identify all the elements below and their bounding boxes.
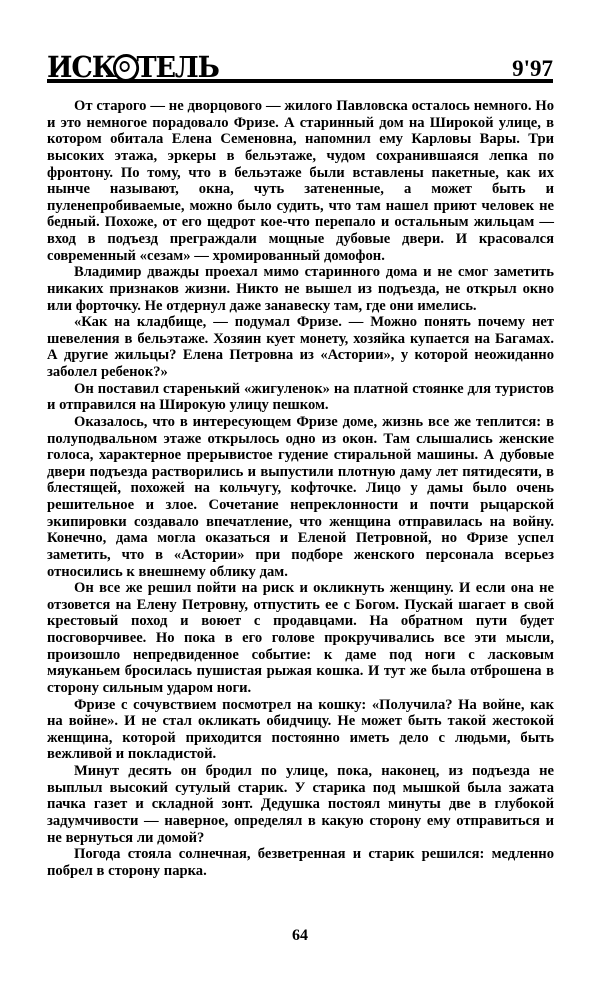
body-text-column	[47, 98, 554, 879]
paragraph: Он все же решил пойти на риск и окликнуть женщину. И если она не отзовется на Елену Петровну, отпустить ее с Богом. Пускай шагает в свой крестовый поход и воюет с продавцами. На обратном пути будет посговорчивее. Но пока в его голове прокручивались все эти мысли, произошло непредвиденное событие: к даме под ноги с ласковым мяуканьем бросилась пушистая рыжая кошка. И тут же была отброшена в сторону сильным ударом ноги.	[47, 580, 554, 696]
header-divider	[47, 79, 553, 83]
paragraph: Минут десять он бродил по улице, пока, наконец, из подъезда не выплыл высокий сутулый старик. У старика под мышкой была зажата пачка газет и складной зонт. Дедушка постоял минуты две в глубокой задумчивости — наверное, определял в какую сторону ему отправиться и не вернуться ли домой?	[47, 763, 554, 846]
magazine-logo	[47, 50, 219, 82]
paragraph: Фризе с сочувствием посмотрел на кошку: «Получила? На войне, как на войне». И не стал окликать обидчицу. Не может быть такой жестокой женщина, которой приходится постоянно иметь дело с людьми, быть вежливой и покладистой.	[47, 696, 554, 763]
paragraph: От старого — не дворцового — жилого Павловска осталось немного. Но и это немногое порадовало Фризе. А старинный дом на Широкой улице, в котором обитала Елена Семеновна, напомнил ему Карловы Вары. Три высоких этажа, эркеры в бельэтаже, чудом сохранившаяся лепка по фронтону. По тому, что в бельэтаже были вставлены пакетные, как их нынче называют, окна, чуть затененные, а может быть и пуленепробиваемые, можно было судить, что там нашел приют человек не бедный. Похоже, от его щедрот кое-что перепало и остальным жильцам — вход в подъезд преграждали мощные дубовые двери. И красовался современный «сезам» — хромированный домофон.	[47, 98, 554, 264]
running-head	[47, 44, 553, 82]
logo-text-prefix: ИСК	[47, 50, 116, 84]
page-number: 64	[292, 927, 308, 944]
paragraph: Владимир дважды проехал мимо старинного дома и не смог заметить никаких признаков жизни. Никто не вышел из подъезда, не открыл окно или форточку. Не отдернул даже занавеску там, где они имелись.	[47, 264, 554, 314]
logo-text-suffix: ТЕЛЬ	[136, 50, 219, 84]
paragraph: «Как на кладбище, — подумал Фризе. — Можно понять почему нет шевеления в бельэтаже. Хозяин кует монету, хозяйка купается на Багамах. А другие жильцы? Елена Петровна из «Астории», у которой неожиданно заболел ребенок?»	[47, 314, 554, 380]
paragraph: Оказалось, что в интересующем Фризе доме, жизнь все же теплится: в полуподвальном этаже открылось одно из окон. Там слышались женские голоса, характерное прерывистое гудение стиральной машины. А дубовые двери подъезда растворились и выпустили плотную даму лет пятидесяти, в блестящей, похожей на кольчугу, кофточке. Лицо у дамы было очень решительное и злое. Сочетание непреклонности и почти рыцарской экипировки создавало впечатление, что женщина отправилась на войну. Конечно, дама могла оказаться и Еленой Петровной, но Фризе успел заметить, что в «Астории» при подборе женского персонала всерьез относились к внешнему облику дам.	[47, 413, 554, 580]
paragraph: Он поставил старенький «жигуленок» на платной стоянке для туристов и отправился на Широкую улицу пешком.	[47, 380, 554, 414]
paragraph: Погода стояла солнечная, безветренная и старик решился: медленно побрел в сторону парка.	[47, 846, 554, 879]
at-symbol-icon	[113, 54, 138, 81]
issue-number: 9'97	[512, 56, 553, 81]
